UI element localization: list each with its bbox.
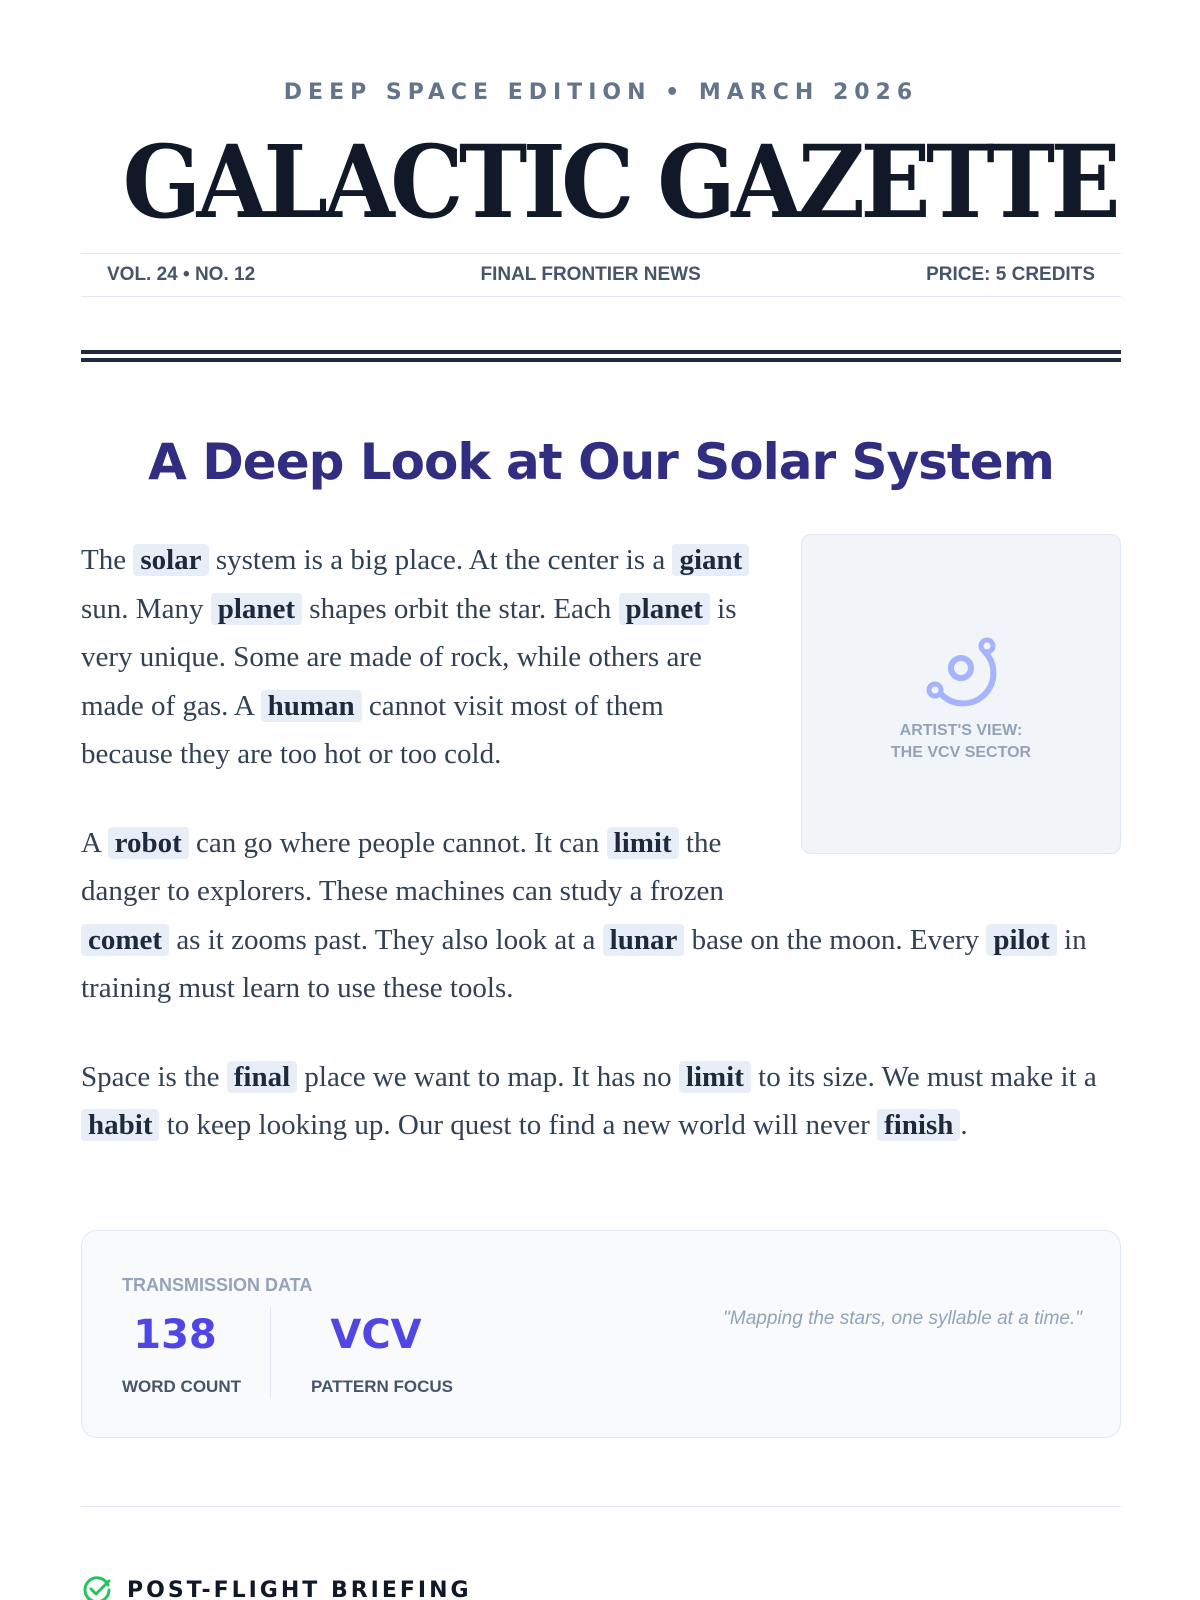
keyword-highlight: human <box>261 690 362 722</box>
divider-rule-thin <box>81 358 1121 362</box>
newspaper-page <box>81 0 1121 1600</box>
keyword-highlight: planet <box>211 593 302 625</box>
panel-quote: "Mapping the stars, one syllable at a time." <box>723 1308 1082 1329</box>
panel-label: TRANSMISSION DATA <box>122 1275 313 1295</box>
masthead-meta-bar <box>81 253 1121 297</box>
keyword-highlight: giant <box>672 544 749 576</box>
keyword-highlight: limit <box>679 1061 751 1093</box>
edition-line: DEEP SPACE EDITION • MARCH 2026 <box>283 80 919 105</box>
stat-value: 138 <box>133 1312 217 1358</box>
transmission-data-panel <box>81 1230 1121 1438</box>
word-count-stat <box>122 1307 241 1397</box>
paragraph: Space is the final place we want to map. It has no limit to its size. We must make it a habit to keep looking up. Our quest to find a new world will never finish . <box>81 1060 1097 1141</box>
orbit-icon <box>921 628 1001 708</box>
figure-caption: ARTIST'S VIEW: THE VCV SECTOR <box>890 722 1032 761</box>
check-circle-icon <box>81 1574 113 1600</box>
keyword-highlight: habit <box>81 1109 159 1141</box>
keyword-highlight: robot <box>108 827 189 859</box>
keyword-highlight: pilot <box>986 924 1056 956</box>
keyword-highlight: limit <box>607 827 679 859</box>
pattern-focus-stat <box>311 1307 453 1397</box>
keyword-highlight: comet <box>81 924 169 956</box>
keyword-highlight: lunar <box>603 924 685 956</box>
stat-divider <box>270 1307 271 1399</box>
keyword-highlight: finish <box>877 1109 960 1141</box>
volume-number: VOL. 24 • NO. 12 <box>107 264 256 285</box>
stat-label: PATTERN FOCUS <box>311 1377 453 1396</box>
article-figure-placeholder <box>801 534 1121 854</box>
stat-value: VCV <box>330 1312 422 1358</box>
divider-rule-thick <box>81 350 1121 354</box>
briefing-title: POST-FLIGHT BRIEFING <box>127 1577 472 1600</box>
post-flight-briefing-heading <box>81 1574 472 1600</box>
keyword-highlight: final <box>227 1061 297 1093</box>
paragraph: The solar system is a big place. At the center is a giant sun. Many planet shapes orbit the star. Each planet is very unique. Some are made of rock, while others are made of gas. A human cannot visit most of them because they are too hot or too cold. <box>81 536 1121 779</box>
keyword-highlight: solar <box>133 544 208 576</box>
price: PRICE: 5 CREDITS <box>926 264 1095 285</box>
article-headline: A Deep Look at Our Solar System <box>148 433 1054 491</box>
stat-label: WORD COUNT <box>122 1377 241 1396</box>
section-divider <box>81 1506 1121 1507</box>
article-body <box>81 536 1121 1190</box>
keyword-highlight: planet <box>619 593 710 625</box>
tagline: FINAL FRONTIER NEWS <box>480 264 701 285</box>
masthead-title: GALACTIC GAZETTE <box>122 123 1116 241</box>
paragraph: A robot can go where people cannot. It can limit the danger to explorers. These machines can study a frozen comet as it zooms past. They also look at a lunar base on the moon. Every pilot in training must learn to use these tools. <box>81 826 1087 1004</box>
